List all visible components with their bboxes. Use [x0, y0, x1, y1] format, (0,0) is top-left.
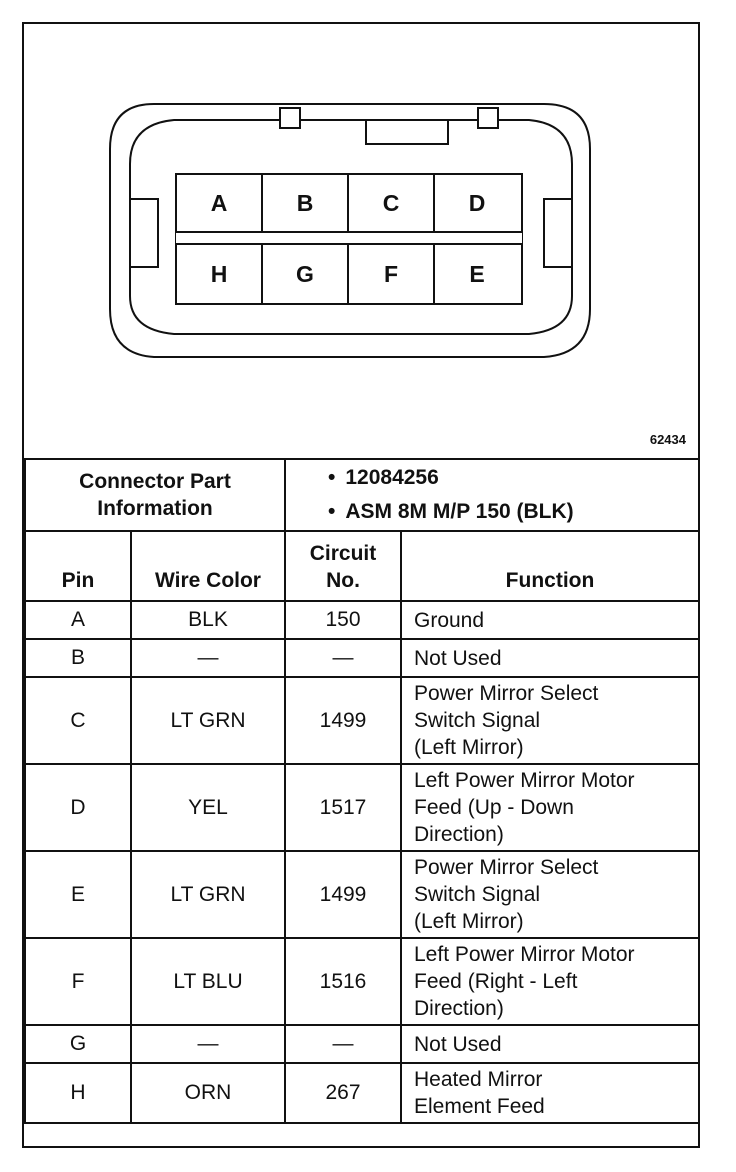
- part-info-label-line2: Information: [97, 497, 213, 520]
- circuit-cell: 267: [285, 1063, 401, 1123]
- wire-color-cell: LT BLU: [131, 938, 285, 1025]
- pin-cell: B: [25, 639, 131, 677]
- pin-cell: C: [25, 677, 131, 764]
- cavity-label-h: H: [210, 261, 228, 287]
- header-function: Function: [401, 531, 699, 601]
- circuit-cell: —: [285, 639, 401, 677]
- function-line: Left Power Mirror Motor: [414, 943, 635, 966]
- pin-cell: H: [25, 1063, 131, 1123]
- cavity-label-d: D: [468, 190, 486, 216]
- table-row: [25, 639, 699, 677]
- part-info-label: [25, 459, 285, 531]
- header-wire-color: Wire Color: [131, 531, 285, 601]
- function-line: Feed (Up - Down: [414, 796, 574, 819]
- cavity-label-e: E: [469, 261, 485, 287]
- part-description: • ASM 8M M/P 150 (BLK): [328, 495, 698, 529]
- function-line: Power Mirror Select: [414, 682, 599, 705]
- header-circuit: [285, 531, 401, 601]
- pin-cell: D: [25, 764, 131, 851]
- figure-number: 62434: [649, 432, 686, 447]
- function-line: (Left Mirror): [414, 910, 524, 933]
- wire-color-cell: LT GRN: [131, 677, 285, 764]
- table-row: [25, 1063, 699, 1123]
- wire-color-cell: LT GRN: [131, 851, 285, 938]
- wire-color-cell: ORN: [131, 1063, 285, 1123]
- connector-diagram: [24, 24, 698, 458]
- function-cell: [401, 677, 699, 764]
- table-row: [25, 1025, 699, 1063]
- table-row: [25, 601, 699, 639]
- function-line: Not Used: [414, 1032, 502, 1056]
- function-cell: [401, 851, 699, 938]
- circuit-cell: 150: [285, 601, 401, 639]
- wire-color-cell: —: [131, 1025, 285, 1063]
- pin-cell: F: [25, 938, 131, 1025]
- circuit-cell: 1516: [285, 938, 401, 1025]
- function-line: Ground: [414, 608, 485, 632]
- table-row: [25, 764, 699, 851]
- function-line: Direction): [414, 823, 504, 846]
- pin-cell: A: [25, 601, 131, 639]
- function-line: Not Used: [414, 646, 502, 670]
- cavity-label-b: B: [296, 190, 314, 216]
- function-line: Direction): [414, 997, 504, 1020]
- part-info-row: [25, 459, 699, 531]
- function-line: Power Mirror Select: [414, 856, 599, 879]
- header-circuit-line2: No.: [326, 569, 360, 592]
- function-line: Feed (Right - Left: [414, 970, 578, 993]
- function-line: Switch Signal: [414, 883, 541, 906]
- wire-color-cell: —: [131, 639, 285, 677]
- cavity-label-f: F: [383, 261, 399, 287]
- table-row: [25, 938, 699, 1025]
- pin-cell: E: [25, 851, 131, 938]
- header-circuit-line1: Circuit: [309, 542, 377, 565]
- cavity-label-g: G: [296, 261, 314, 287]
- function-line: (Left Mirror): [414, 736, 524, 759]
- function-line: Left Power Mirror Motor: [414, 769, 635, 792]
- pinout-rows: [25, 601, 699, 1123]
- pinout-table: [24, 458, 700, 1124]
- pin-cell: G: [25, 1025, 131, 1063]
- function-cell: [401, 1025, 699, 1063]
- connector-document: [22, 22, 700, 1148]
- function-cell: [401, 601, 699, 639]
- function-cell: [401, 1063, 699, 1123]
- function-line: Element Feed: [414, 1095, 545, 1118]
- circuit-cell: —: [285, 1025, 401, 1063]
- function-line: Switch Signal: [414, 709, 541, 732]
- function-cell: [401, 938, 699, 1025]
- function-cell: [401, 639, 699, 677]
- circuit-cell: 1499: [285, 851, 401, 938]
- cavity-label-c: C: [382, 190, 400, 216]
- wire-color-cell: YEL: [131, 764, 285, 851]
- header-pin: Pin: [25, 531, 131, 601]
- table-row: [25, 851, 699, 938]
- wire-color-cell: BLK: [131, 601, 285, 639]
- part-number: • 12084256: [328, 461, 698, 495]
- cavity-label-a: A: [210, 190, 228, 216]
- circuit-cell: 1499: [285, 677, 401, 764]
- part-info-label-line1: Connector Part: [79, 470, 231, 493]
- function-line: Heated Mirror: [414, 1068, 543, 1091]
- table-header-row: [25, 531, 699, 601]
- circuit-cell: 1517: [285, 764, 401, 851]
- connector-outline-drawing: [24, 24, 698, 458]
- part-info-values: [285, 459, 699, 531]
- table-row: [25, 677, 699, 764]
- function-cell: [401, 764, 699, 851]
